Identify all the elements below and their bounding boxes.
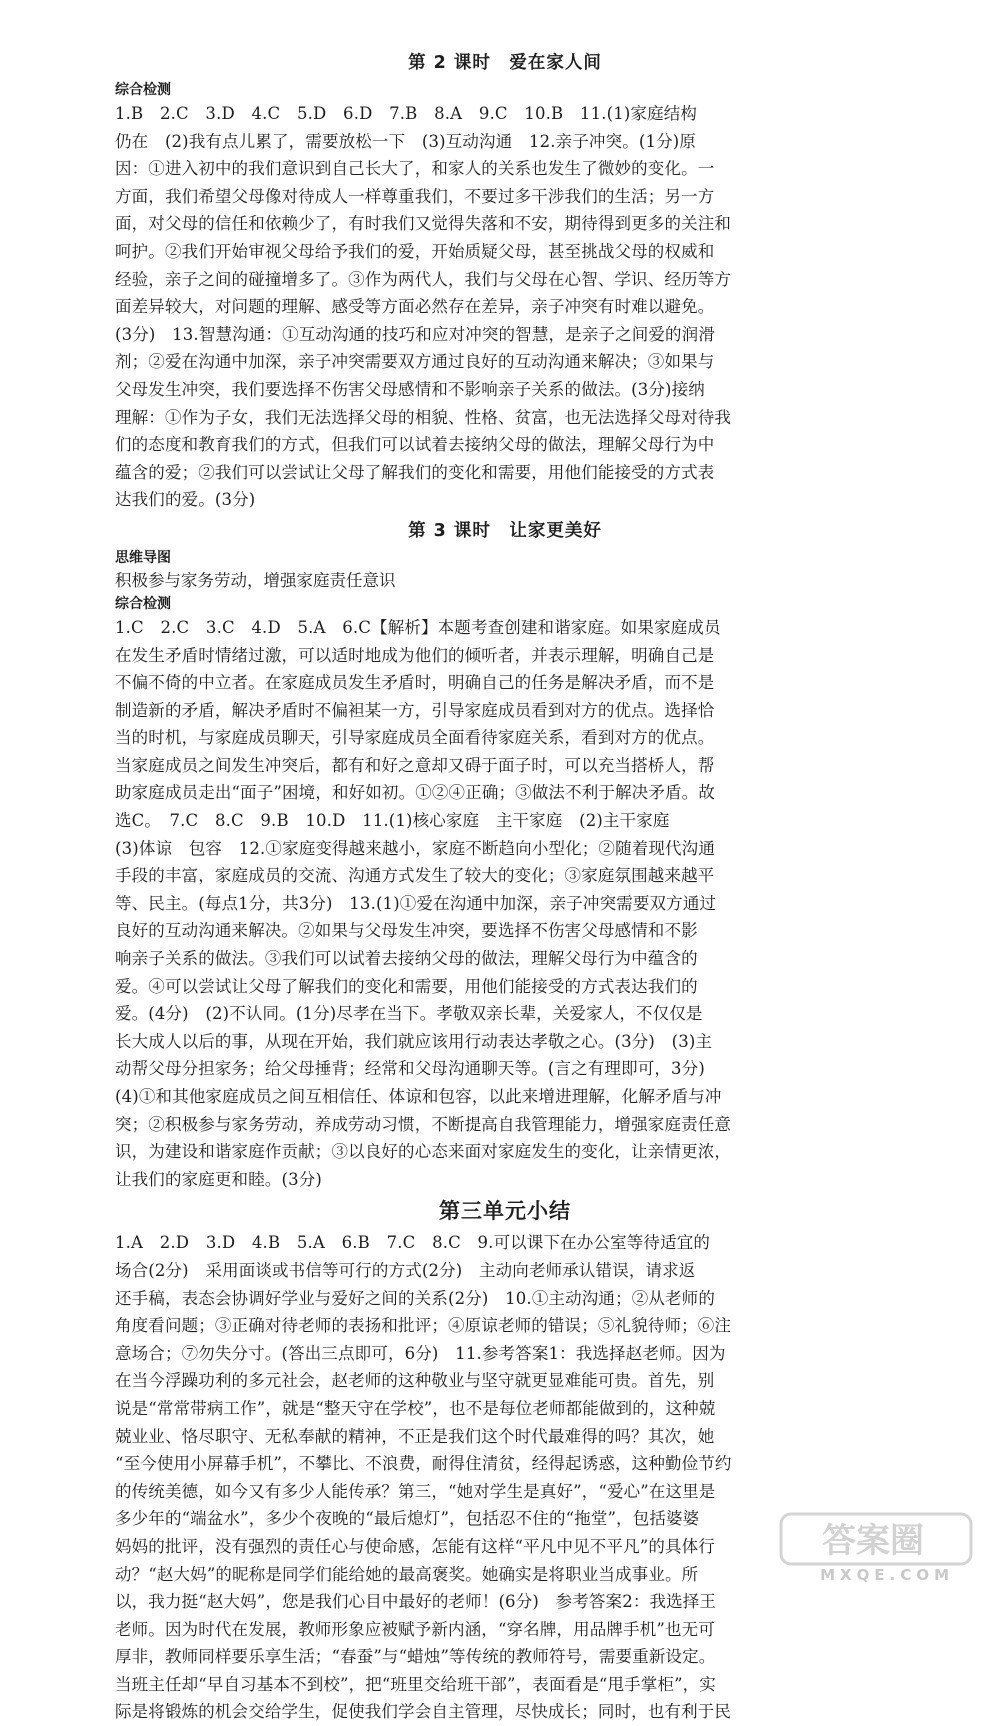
answer-line: 识，为建设和谐家庭作贡献；③以良好的心态来面对家庭发生的变化，让亲情更浓， — [115, 1142, 732, 1162]
answer-line: 以，我力挺“赵大妈”，您是我们心目中最好的老师！(6分) 参考答案2：我选择王 — [115, 1592, 717, 1612]
answer-line: 制造新的矛盾，解决矛盾时不偏袒某一方，引导家庭成员看到对方的优点。选择恰 — [115, 700, 715, 720]
answer-line: 长大成人以后的事，从现在开始，我们就应该用行动表达孝敬之心。(3分) (3)主 — [115, 1031, 713, 1051]
answer-line: 1.A 2.D 3.D 4.B 5.A 6.B 7.C 8.C 9.可以课下在办公室等待适宜的 — [115, 1233, 711, 1253]
section-label-test1: 综合检测 — [115, 82, 171, 98]
answer-line: 呵护。②我们开始审视父母给予我们的爱，开始质疑父母，甚至挑战父母的权威和 — [115, 241, 715, 261]
answer-line: 突；②积极参与家务劳动，养成劳动习惯，不断提高自我管理能力，增强家庭责任意 — [115, 1114, 732, 1134]
answer-line: 妈妈的批评，没有强烈的责任心与使命感，怎能有这样“平凡中见不平凡”的具体行 — [115, 1536, 715, 1556]
answer-line: 响亲子关系的做法。③我们可以试着去接纳父母的做法，理解父母行为中蕴含的 — [115, 949, 698, 969]
answer-line: 说是“常常带病工作”，就是“整天守在学校”，也不是每位老师都能做到的，这种兢 — [115, 1398, 716, 1418]
answer-line: 的传统美德，如今又有多少人能传承？第三，“她对学生是真好”，“爱心”在这里是 — [115, 1481, 716, 1501]
answer-line: 因：①进入初中的我们意识到自己长大了，和家人的关系也发生了微妙的变化。一 — [115, 159, 715, 179]
answers-lesson2 — [115, 100, 895, 514]
answer-line: 1.B 2.C 3.D 4.C 5.D 6.D 7.B 8.A 9.C 10.B 11.(1)家庭结构 — [115, 104, 698, 123]
answer-line: 手段的丰富，家庭成员的交流、沟通方式发生了较大的变化；③家庭氛围越来越平 — [115, 866, 715, 886]
answer-line: 剂；②爱在沟通中加深，亲子冲突需要双方通过良好的互动沟通来解决；③如果与 — [115, 352, 715, 372]
watermark-logo-text: 答案圈 — [822, 1521, 924, 1561]
answer-line: 蕴含的爱；②我们可以尝试让父母了解我们的变化和需要，用他们能接受的方式表 — [115, 462, 715, 482]
answer-line: “至今使用小屏幕手机”，不攀比、不浪费，耐得住清贫，经得起诱惑，这种勤俭节约 — [115, 1454, 732, 1474]
answer-line: 在当今浮躁功利的多元社会，赵老师的这种敬业与坚守就更显难能可贵。首先，别 — [115, 1371, 715, 1391]
answer-line: 老师。因为时代在发展，教师形象应被赋予新内涵，“穿名牌，用品牌手机”也无可 — [115, 1619, 715, 1639]
answer-line: (3分) 13.智慧沟通：①互动沟通的技巧和应对冲突的智慧，是亲子之间爱的润滑 — [115, 324, 715, 344]
answer-line: 仍在 (2)我有点儿累了，需要放松一下 (3)互动沟通 12.亲子冲突。(1分)原 — [115, 131, 697, 151]
answer-line: 动帮父母分担家务；给父母捶背；经常和父母沟通聊天等。(言之有理即可，3分) — [115, 1059, 705, 1079]
answer-line: 多少年的“端盆水”，多少个夜晚的“最后熄灯”，包括忍不住的“拖堂”，包括婆婆 — [115, 1509, 700, 1529]
answer-line: 在发生矛盾时情绪过激，可以适时地成为他们的倾听者，并表示理解，明确自己是 — [115, 645, 715, 665]
answer-line: 选C。 7.C 8.C 9.B 10.D 11.(1)核心家庭 主干家庭 (2)主干家庭 — [115, 811, 670, 831]
answer-page — [115, 46, 895, 1726]
answer-line: 角度看问题；③正确对待老师的表扬和批评；④原谅老师的错误；⑤礼貌待师；⑥注 — [115, 1316, 732, 1336]
answer-line: (3)体谅 包容 12.①家庭变得越来越小，家庭不断趋向小型化；②随着现代沟通 — [115, 838, 715, 858]
mindmap-text: 积极参与家务劳动，增强家庭责任意识 — [115, 570, 396, 590]
answer-line: 1.C 2.C 3.C 4.D 5.A 6.C【解析】本题考查创建和谐家庭。如果家庭成员 — [115, 617, 721, 637]
answer-line: 还手稿，表态会协调好学业与爱好之间的关系(2分) 10.①主动沟通；②从老师的 — [115, 1288, 715, 1308]
answer-line: 助家庭成员走出“面子”困境，和好如初。①②④正确；③做法不利于解决矛盾。故 — [115, 783, 715, 803]
answer-line: (4)①和其他家庭成员之间互相信任、体谅和包容，以此来增进理解，化解矛盾与冲 — [115, 1087, 722, 1106]
answer-line: 场合(2分) 采用面谈或书信等可行的方式(2分) 主动向老师承认错误，请求返 — [115, 1260, 696, 1280]
answer-line: 面，对父母的信任和依赖少了，有时我们又觉得失落和不安，期待得到更多的关注和 — [115, 214, 732, 234]
watermark-logo — [773, 1510, 978, 1588]
section-title-unit3-summary: 第三单元小结 — [439, 1199, 571, 1224]
answer-line: 等、民主。(每点1分，共3分) 13.(1)①爱在沟通中加深，亲子冲突需要双方通过 — [115, 893, 717, 913]
answer-line: 不偏不倚的中立者。在家庭成员发生矛盾时，明确自己的任务是解决矛盾，而不是 — [115, 673, 715, 693]
answer-line: 际是将锻炼的机会交给学生，促使我们学会自主管理，尽快成长；同时，也有利于民 — [115, 1702, 732, 1722]
answer-line: 父母发生冲突，我们要选择不伤害父母感情和不影响亲子关系的做法。(3分)接纳 — [115, 379, 705, 399]
answers-lesson3 — [115, 614, 895, 1193]
section-label-mindmap: 思维导图 — [115, 549, 171, 566]
watermark-url: MXQE.COM — [820, 1566, 954, 1584]
answer-line: 方面，我们希望父母像对待成人一样尊重我们，不要过多干涉我们的生活；另一方 — [115, 186, 715, 206]
section-label-test2: 综合检测 — [115, 595, 171, 612]
section-title-lesson2: 第 2 课时 爱在家人间 — [408, 53, 602, 73]
answer-line: 当班主任却“早自习基本不到校”，把“班里交给班干部”，表面看是“甩手掌柜”，实 — [115, 1674, 716, 1694]
answer-line: 们的态度和教育我们的方式，但我们可以试着去接纳父母的做法，理解父母行为中 — [115, 435, 715, 455]
answer-line: 爱。④可以尝试让父母了解我们的变化和需要，用他们能接受的方式表达我们的 — [115, 976, 698, 996]
answer-line: 良好的互动沟通来解决。②如果与父母发生冲突，要选择不伤害父母感情和不影 — [115, 921, 698, 941]
answer-line: 理解：①作为子女，我们无法选择父母的相貌、性格、贫富，也无法选择父母对待我 — [115, 407, 732, 427]
answer-line: 兢业业、恪尽职守、无私奉献的精神，不正是我们这个时代最难得的吗？其次，她 — [115, 1426, 715, 1446]
answer-line: 当的时机，与家庭成员聊天，引导家庭成员全面看待家庭关系，看到对方的优点。 — [115, 728, 715, 748]
answer-line: 动？“赵大妈”的昵称是同学们能给她的最高褒奖。她确实是将职业当成事业。所 — [115, 1564, 699, 1584]
answer-line: 面差异较大，对问题的理解、感受等方面必然存在差异，亲子冲突有时难以避免。 — [115, 297, 715, 317]
answer-line: 爱。(4分) (2)不认同。(1分)尽孝在当下。孝敬双亲长辈，关爱家人，不仅仅是 — [115, 1004, 703, 1024]
answer-line: 意场合；⑦勿失分寸。(答出三点即可，6分) 11.参考答案1：我选择赵老师。因为 — [115, 1343, 726, 1363]
answers-unit3-summary — [115, 1229, 895, 1726]
answer-line: 达我们的爱。(3分) — [115, 490, 256, 510]
answer-line: 当家庭成员之间发生冲突后，都有和好之意却又碍于面子时，可以充当搭桥人，帮 — [115, 755, 715, 775]
answer-line: 厚非，教师同样要乐享生活；“春蚕”与“蜡烛”等传统的教师符号，需要重新设定。 — [115, 1647, 716, 1667]
answer-line: 经验，亲子之间的碰撞增多了。③作为两代人，我们与父母在心智、学识、经历等方 — [115, 269, 732, 289]
section-title-lesson3: 第 3 课时 让家更美好 — [408, 520, 602, 541]
answer-line: 让我们的家庭更和睦。(3分) — [115, 1169, 322, 1189]
